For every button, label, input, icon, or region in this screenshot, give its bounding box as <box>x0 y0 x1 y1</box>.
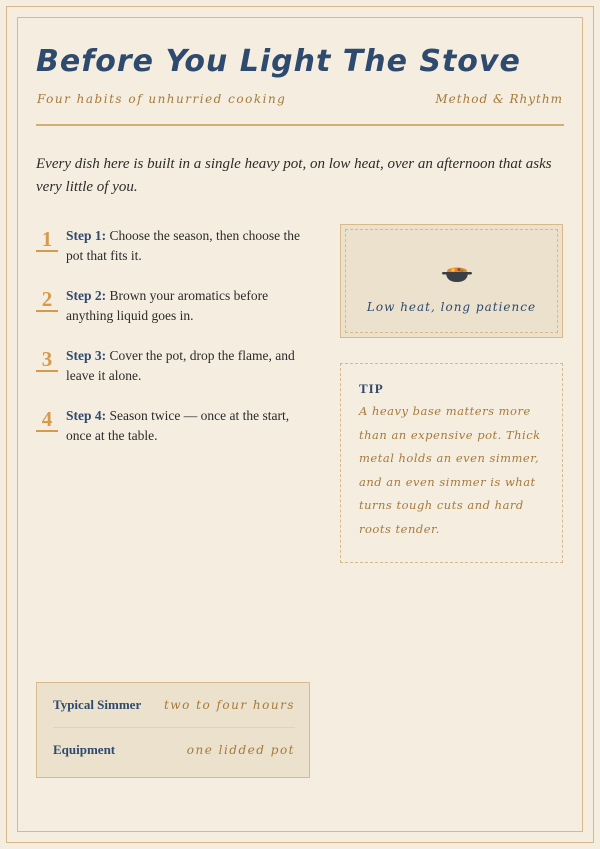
step-text <box>66 346 311 386</box>
step-item-1 <box>36 226 311 266</box>
card-caption: Low heat, long patience <box>366 300 537 314</box>
step-number: 2 <box>36 290 58 312</box>
step-item-4 <box>36 406 311 446</box>
page-tagline: Method & Rhythm <box>435 92 563 106</box>
step-text <box>66 406 311 446</box>
step-number: 4 <box>36 410 58 432</box>
page-title: Before You Light The Stove <box>36 44 521 79</box>
spec-value: two to four hours <box>163 698 295 712</box>
spec-row-simmer <box>53 683 295 727</box>
illustration-card <box>340 224 563 338</box>
tip-box <box>340 363 563 563</box>
tip-body: A heavy base matters more than an expensive pot. Thick metal holds an even simmer, and an even simmer is what turns tough cuts and hard roots tender. <box>359 404 541 536</box>
step-description: Brown your aromatics before anything liquid goes in. <box>66 288 269 323</box>
intro-paragraph: Every dish here is built in a single heavy pot, on low heat, over an afternoon that asks very little of you. <box>36 156 552 195</box>
step-text <box>66 286 311 326</box>
step-description: Choose the season, then choose the pot that fits it. <box>66 228 300 263</box>
step-label: Step 3: <box>66 348 107 363</box>
step-number: 3 <box>36 350 58 372</box>
step-label: Step 2: <box>66 288 107 303</box>
spec-row-equipment <box>53 727 295 772</box>
step-item-3 <box>36 346 311 386</box>
step-number: 1 <box>36 230 58 252</box>
tip-label: TIP <box>359 381 384 396</box>
step-description: Season twice — once at the start, once at the table. <box>66 408 290 443</box>
specs-box <box>36 682 310 778</box>
spec-label: Equipment <box>53 742 116 757</box>
step-label: Step 4: <box>66 408 107 423</box>
step-text <box>66 226 311 266</box>
step-label: Step 1: <box>66 228 107 243</box>
page-subtitle: Four habits of unhurried cooking <box>37 92 287 106</box>
step-description: Cover the pot, drop the flame, and leave it alone. <box>66 348 295 383</box>
header-divider <box>36 124 564 126</box>
step-item-2 <box>36 286 311 326</box>
pot-of-food-icon <box>442 264 472 284</box>
spec-label: Typical Simmer <box>53 697 142 712</box>
card-inner-border <box>345 229 558 333</box>
spec-value: one lidded pot <box>186 743 295 757</box>
